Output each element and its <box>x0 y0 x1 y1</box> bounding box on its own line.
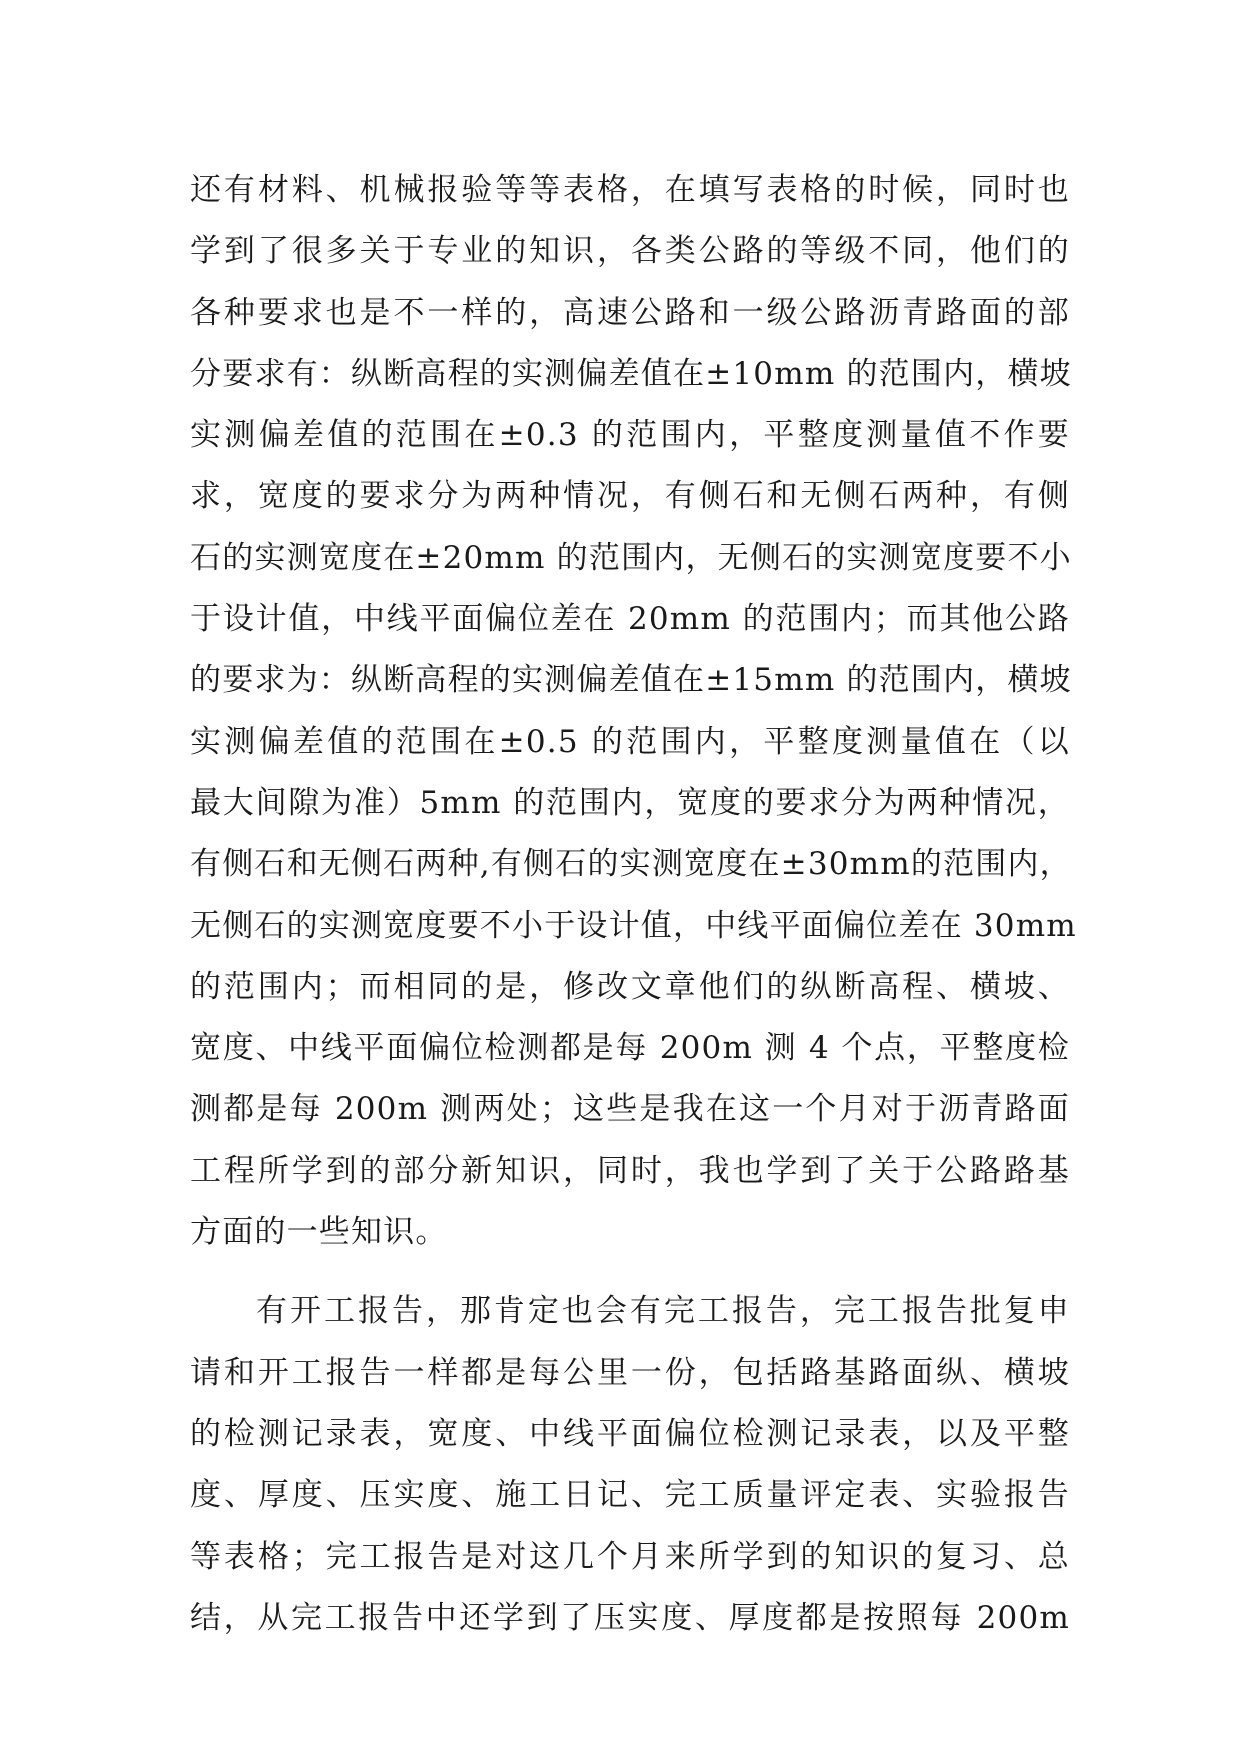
text-line: 度、厚度、压实度、施工日记、完工质量评定表、实验报告 <box>190 1477 1070 1514</box>
text-line: 的范围内；而相同的是，修改文章他们的纵断高程、横坡、 <box>190 968 1070 1005</box>
text-line: 方面的一些知识。 <box>190 1214 448 1251</box>
text-line: 有侧石和无侧石两种,有侧石的实测宽度在±30mm的范围内， <box>190 846 1072 883</box>
text-line: 实测偏差值的范围在±0.3 的范围内，平整度测量值不作要 <box>190 417 1070 454</box>
text-line: 还有材料、机械报验等等表格，在填写表格的时候，同时也 <box>190 172 1070 208</box>
text-line: 学到了很多关于专业的知识，各类公路的等级不同，他们的 <box>190 233 1070 270</box>
text-line: 有开工报告，那肯定也会有完工报告，完工报告批复申 <box>256 1293 1070 1330</box>
body-text <box>190 160 1077 1649</box>
text-line: 于设计值，中线平面偏位差在 20mm 的范围内；而其他公路 <box>190 601 1070 638</box>
text-line: 等表格；完工报告是对这几个月来所学到的知识的复习、总 <box>190 1538 1070 1575</box>
text-line: 宽度、中线平面偏位检测都是每 200m 测 4 个点，平整度检 <box>190 1030 1070 1067</box>
paragraph <box>190 160 1077 1263</box>
text-line: 分要求有：纵断高程的实测偏差值在±10mm 的范围内，横坡 <box>190 355 1072 392</box>
text-line: 石的实测宽度在±20mm 的范围内，无侧石的实测宽度要不小 <box>190 539 1072 576</box>
text-line: 求，宽度的要求分为两种情况，有侧石和无侧石两种，有侧 <box>190 478 1070 515</box>
text-line: 的检测记录表，宽度、中线平面偏位检测记录表，以及平整 <box>190 1415 1070 1452</box>
text-line: 结，从完工报告中还学到了压实度、厚度都是按照每 200m <box>190 1599 1070 1636</box>
text-line: 测都是每 200m 测两处；这些是我在这一个月对于沥青路面 <box>190 1091 1070 1128</box>
text-line: 的要求为：纵断高程的实测偏差值在±15mm 的范围内，横坡 <box>190 662 1072 699</box>
text-line: 各种要求也是不一样的，高速公路和一级公路沥青路面的部 <box>190 294 1070 331</box>
text-line: 无侧石的实测宽度要不小于设计值，中线平面偏位差在 30mm <box>190 907 1077 944</box>
text-line: 工程所学到的部分新知识，同时，我也学到了关于公路路基 <box>190 1152 1070 1189</box>
text-line: 实测偏差值的范围在±0.5 的范围内，平整度测量值在（以 <box>190 723 1070 760</box>
paragraph-gap <box>190 1263 1070 1281</box>
text-line: 请和开工报告一样都是每公里一份，包括路基路面纵、横坡 <box>190 1354 1070 1391</box>
text-line: 最大间隙为准）5mm 的范围内，宽度的要求分为两种情况， <box>190 784 1070 821</box>
paragraph <box>190 1281 1070 1649</box>
